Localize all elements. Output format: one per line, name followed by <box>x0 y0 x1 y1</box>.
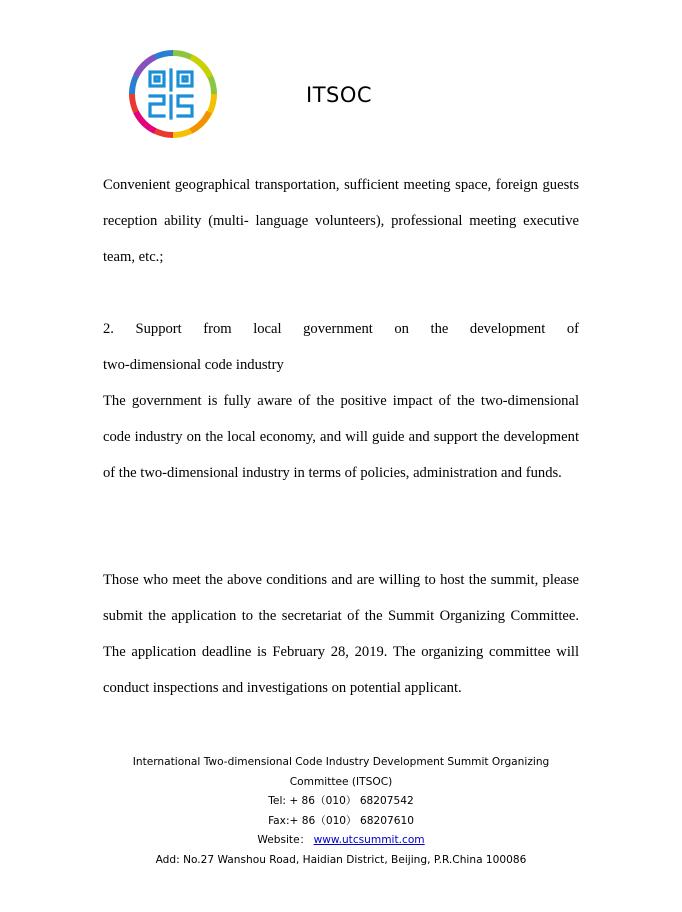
website-label: Website： <box>257 834 314 847</box>
org-name: ITSOC <box>306 83 373 107</box>
footer-website <box>0 831 682 851</box>
website-link[interactable]: www.utcsummit.com <box>313 834 425 847</box>
itsoc-logo-icon <box>129 50 217 138</box>
footer-org-line-1: International Two-dimensional Code Industry Development Summit Organizing <box>132 756 550 768</box>
section-heading-continued: two-dimensional code industry <box>103 357 284 373</box>
footer-org-line-2: Committee (ITSOC) <box>289 775 393 788</box>
section-text: The government is fully aware of the positive impact of the two-dimensional code industry on the local economy, and will guide and support the development of the two-dimensional industry in terms of policies, administration and funds. <box>103 393 579 481</box>
footer <box>0 753 682 871</box>
footer-address: Add: No.27 Wanshou Road, Haidian District, Beijing, P.R.China 100086 <box>155 853 527 866</box>
paragraph-application <box>103 562 579 706</box>
section-government-support <box>103 311 579 491</box>
footer-tel: Tel: + 86（010） 68207542 <box>268 795 414 808</box>
section-heading: 2. Support from local government on the development of <box>103 321 579 337</box>
paragraph-text: Those who meet the above conditions and are willing to host the summit, please submit the application to the secretariat of the Summit Organizing Committee. The application deadline is February 28, 2019. The organizing committee will conduct inspections and investigations on potential applicant. <box>103 572 579 696</box>
footer-fax: Fax:+ 86（010） 68207610 <box>268 814 414 827</box>
paragraph-text: Convenient geographical transportation, sufficient meeting space, foreign guests reception ability (multi- language volunteers), professional meeting executive team, etc.; <box>103 177 579 265</box>
paragraph-venue-conditions <box>103 167 579 275</box>
